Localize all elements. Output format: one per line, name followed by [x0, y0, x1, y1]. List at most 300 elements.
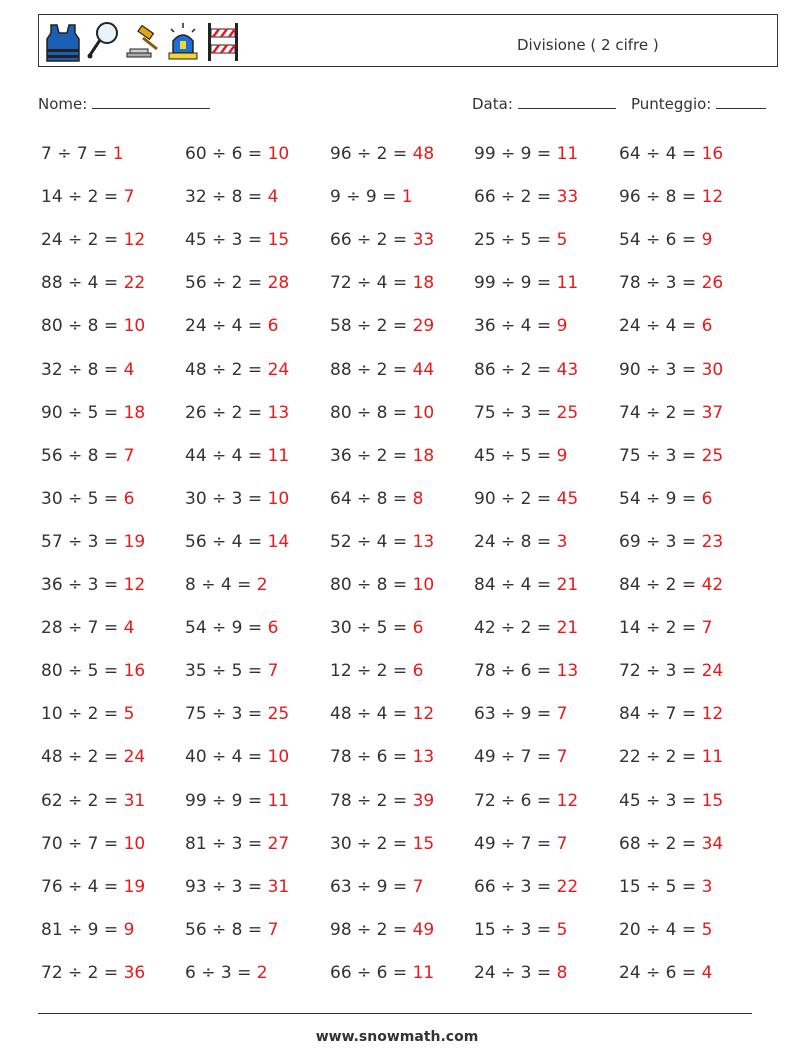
problem-answer: 12 — [412, 704, 435, 725]
problem-question: 30 ÷ 3 = — [185, 488, 268, 509]
problem-answer: 8 — [412, 488, 424, 509]
problem-question: 32 ÷ 8 = — [41, 359, 124, 380]
problem-cell — [474, 316, 567, 336]
problem-answer: 5 — [556, 230, 568, 251]
problem-cell — [330, 791, 434, 811]
problem-answer: 7 — [556, 704, 568, 725]
vest-icon — [45, 19, 81, 63]
problem-cell — [330, 403, 434, 423]
problem-cell — [185, 187, 278, 207]
problem-question: 68 ÷ 2 = — [619, 833, 702, 854]
problem-cell — [619, 920, 712, 940]
problem-cell — [619, 403, 723, 423]
problem-cell — [619, 747, 723, 767]
problem-question: 49 ÷ 7 = — [474, 833, 557, 854]
problem-question: 63 ÷ 9 = — [474, 704, 557, 725]
problem-answer: 10 — [267, 488, 290, 509]
problem-cell — [474, 489, 578, 509]
problem-question: 88 ÷ 2 = — [330, 359, 413, 380]
problem-answer: 18 — [412, 445, 435, 466]
problem-question: 64 ÷ 8 = — [330, 488, 413, 509]
problem-cell — [619, 446, 723, 466]
problem-cell — [330, 747, 434, 767]
problem-cell — [330, 704, 434, 724]
problem-question: 66 ÷ 6 = — [330, 962, 413, 983]
problem-question: 76 ÷ 4 = — [41, 876, 124, 897]
name-label: Nome: — [38, 95, 88, 113]
problem-cell — [41, 791, 145, 811]
problem-answer: 49 — [412, 919, 435, 940]
problem-question: 28 ÷ 7 = — [41, 618, 124, 639]
problem-answer: 10 — [267, 144, 290, 164]
problem-answer: 30 — [701, 359, 724, 380]
problem-cell — [185, 618, 278, 638]
problem-question: 7 ÷ 7 = — [41, 144, 113, 164]
problem-cell — [474, 618, 578, 638]
problem-answer: 15 — [267, 230, 290, 251]
problem-cell — [474, 273, 578, 293]
problem-cell — [330, 273, 434, 293]
problem-cell — [474, 187, 578, 207]
problem-answer: 23 — [701, 531, 724, 552]
problem-question: 48 ÷ 2 = — [185, 359, 268, 380]
problem-cell — [474, 704, 567, 724]
problem-answer: 6 — [267, 618, 279, 639]
problem-answer: 21 — [556, 575, 579, 595]
problem-answer: 4 — [123, 618, 135, 639]
problem-answer: 26 — [701, 273, 724, 294]
problem-cell — [474, 230, 567, 250]
problem-cell — [619, 316, 712, 336]
problem-answer: 36 — [123, 962, 146, 983]
problem-question: 36 ÷ 4 = — [474, 316, 557, 337]
problem-question: 14 ÷ 2 = — [41, 187, 124, 208]
problem-answer: 7 — [701, 618, 713, 639]
date-line — [518, 94, 616, 109]
problem-question: 26 ÷ 2 = — [185, 402, 268, 423]
problem-question: 45 ÷ 3 = — [619, 790, 702, 811]
problem-cell — [41, 446, 134, 466]
problem-cell — [41, 489, 134, 509]
problem-cell — [185, 877, 289, 897]
problem-answer: 13 — [412, 531, 435, 552]
problem-cell — [619, 963, 712, 983]
problem-question: 72 ÷ 4 = — [330, 273, 413, 294]
problem-answer: 12 — [556, 790, 579, 811]
problem-answer: 7 — [267, 919, 279, 940]
problem-question: 54 ÷ 6 = — [619, 230, 702, 251]
problem-answer: 22 — [123, 273, 146, 294]
problem-answer: 13 — [267, 402, 290, 423]
problem-cell — [619, 230, 712, 250]
problem-cell — [185, 661, 278, 681]
problem-question: 32 ÷ 8 = — [185, 187, 268, 208]
problem-cell — [474, 661, 578, 681]
problem-question: 78 ÷ 6 = — [474, 661, 557, 682]
problem-question: 78 ÷ 3 = — [619, 273, 702, 294]
problem-question: 48 ÷ 4 = — [330, 704, 413, 725]
problem-answer: 6 — [412, 618, 424, 639]
problem-answer: 48 — [412, 144, 435, 164]
problem-question: 80 ÷ 8 = — [330, 575, 413, 595]
problem-cell — [185, 963, 268, 983]
problem-answer: 2 — [256, 962, 268, 983]
problem-question: 10 ÷ 2 = — [41, 704, 124, 725]
problem-question: 45 ÷ 3 = — [185, 230, 268, 251]
problem-question: 54 ÷ 9 = — [185, 618, 268, 639]
problem-question: 56 ÷ 4 = — [185, 531, 268, 552]
problem-answer: 11 — [412, 962, 435, 983]
problem-answer: 9 — [123, 919, 135, 940]
problem-answer: 31 — [123, 790, 146, 811]
problem-cell — [41, 877, 145, 897]
problem-cell — [41, 618, 134, 638]
problem-question: 64 ÷ 4 = — [619, 144, 702, 164]
problem-cell — [619, 791, 723, 811]
problem-cell — [474, 144, 578, 164]
problem-cell — [41, 144, 124, 164]
problem-question: 66 ÷ 2 = — [330, 230, 413, 251]
problem-question: 54 ÷ 9 = — [619, 488, 702, 509]
problem-question: 44 ÷ 4 = — [185, 445, 268, 466]
problem-question: 56 ÷ 8 = — [185, 919, 268, 940]
problem-cell — [41, 963, 145, 983]
problem-cell — [330, 187, 413, 207]
problem-cell — [41, 316, 145, 336]
problem-answer: 2 — [256, 575, 268, 595]
problem-question: 48 ÷ 2 = — [41, 747, 124, 768]
problem-answer: 11 — [556, 144, 579, 164]
problem-answer: 13 — [556, 661, 579, 682]
problem-answer: 9 — [556, 445, 568, 466]
problem-cell — [619, 834, 723, 854]
problem-answer: 12 — [123, 230, 146, 251]
problem-question: 6 ÷ 3 = — [185, 962, 257, 983]
date-field — [472, 94, 616, 113]
problem-answer: 4 — [701, 962, 713, 983]
problem-answer: 9 — [556, 316, 568, 337]
problem-question: 57 ÷ 3 = — [41, 531, 124, 552]
name-field — [38, 94, 210, 113]
problem-answer: 5 — [123, 704, 135, 725]
problem-cell — [41, 273, 145, 293]
problem-question: 99 ÷ 9 = — [185, 790, 268, 811]
problem-cell — [185, 920, 278, 940]
problem-answer: 19 — [123, 876, 146, 897]
problem-question: 24 ÷ 4 = — [619, 316, 702, 337]
problem-answer: 12 — [701, 704, 724, 725]
problem-question: 15 ÷ 3 = — [474, 919, 557, 940]
problem-cell — [185, 360, 289, 380]
problem-question: 81 ÷ 3 = — [185, 833, 268, 854]
problem-question: 99 ÷ 9 = — [474, 144, 557, 164]
problem-answer: 33 — [412, 230, 435, 251]
problem-cell — [619, 273, 723, 293]
problem-cell — [185, 489, 289, 509]
problem-cell — [185, 532, 289, 552]
problem-answer: 10 — [412, 575, 435, 595]
problem-answer: 9 — [701, 230, 713, 251]
gavel-icon — [125, 19, 161, 63]
problem-cell — [330, 446, 434, 466]
problem-cell — [330, 360, 434, 380]
problem-answer: 3 — [701, 876, 713, 897]
problem-question: 36 ÷ 3 = — [41, 575, 124, 595]
problem-question: 52 ÷ 4 = — [330, 531, 413, 552]
problem-cell — [41, 575, 145, 595]
footer-divider — [38, 1013, 752, 1014]
problem-question: 80 ÷ 8 = — [41, 316, 124, 337]
problem-question: 25 ÷ 5 = — [474, 230, 557, 251]
worksheet-title: Divisione ( 2 cifre ) — [517, 36, 659, 54]
problem-answer: 25 — [267, 704, 290, 725]
problem-answer: 16 — [123, 661, 146, 682]
barrier-icon — [205, 19, 241, 63]
problem-question: 81 ÷ 9 = — [41, 919, 124, 940]
problem-question: 63 ÷ 9 = — [330, 876, 413, 897]
problem-cell — [185, 791, 289, 811]
problem-cell — [474, 920, 567, 940]
problem-question: 36 ÷ 2 = — [330, 445, 413, 466]
problem-question: 24 ÷ 3 = — [474, 962, 557, 983]
problem-cell — [185, 747, 289, 767]
problem-question: 88 ÷ 4 = — [41, 273, 124, 294]
problem-question: 72 ÷ 2 = — [41, 962, 124, 983]
problem-question: 93 ÷ 3 = — [185, 876, 268, 897]
problem-answer: 29 — [412, 316, 435, 337]
problem-answer: 6 — [412, 661, 424, 682]
problem-cell — [474, 403, 578, 423]
problem-answer: 34 — [701, 833, 724, 854]
problem-question: 90 ÷ 5 = — [41, 402, 124, 423]
problem-cell — [185, 403, 289, 423]
problem-question: 42 ÷ 2 = — [474, 618, 557, 639]
problem-answer: 27 — [267, 833, 290, 854]
problem-cell — [619, 532, 723, 552]
problem-cell — [185, 575, 268, 595]
problem-answer: 10 — [267, 747, 290, 768]
problem-answer: 6 — [123, 488, 135, 509]
problem-answer: 25 — [556, 402, 579, 423]
problem-cell — [41, 403, 145, 423]
problem-answer: 7 — [556, 747, 568, 768]
problem-cell — [619, 618, 712, 638]
problem-answer: 18 — [123, 402, 146, 423]
problem-answer: 11 — [556, 273, 579, 294]
problem-question: 96 ÷ 2 = — [330, 144, 413, 164]
problem-question: 24 ÷ 6 = — [619, 962, 702, 983]
problem-question: 84 ÷ 2 = — [619, 575, 702, 595]
problem-answer: 6 — [701, 316, 713, 337]
problem-answer: 6 — [701, 488, 713, 509]
problem-answer: 1 — [112, 144, 124, 164]
problem-cell — [185, 446, 289, 466]
problem-cell — [330, 877, 423, 897]
problem-answer: 7 — [267, 661, 279, 682]
problem-answer: 43 — [556, 359, 579, 380]
problem-cell — [330, 834, 434, 854]
problem-cell — [330, 575, 434, 595]
problem-question: 15 ÷ 5 = — [619, 876, 702, 897]
problem-question: 24 ÷ 2 = — [41, 230, 124, 251]
problem-question: 12 ÷ 2 = — [330, 661, 413, 682]
problem-answer: 1 — [401, 187, 413, 208]
problem-answer: 15 — [701, 790, 724, 811]
problem-question: 24 ÷ 4 = — [185, 316, 268, 337]
problem-cell — [330, 144, 434, 164]
problem-answer: 5 — [701, 919, 713, 940]
problem-cell — [330, 920, 434, 940]
problem-cell — [41, 360, 134, 380]
problem-question: 72 ÷ 6 = — [474, 790, 557, 811]
problem-answer: 11 — [701, 747, 724, 768]
problem-cell — [474, 963, 567, 983]
problem-cell — [330, 963, 434, 983]
score-label: Punteggio: — [631, 95, 712, 113]
problem-cell — [474, 575, 578, 595]
problem-cell — [185, 273, 289, 293]
problem-cell — [619, 704, 723, 724]
problem-answer: 7 — [123, 445, 135, 466]
problem-cell — [185, 704, 289, 724]
problem-answer: 10 — [123, 316, 146, 337]
problem-answer: 42 — [701, 575, 724, 595]
problem-question: 80 ÷ 5 = — [41, 661, 124, 682]
problem-question: 14 ÷ 2 = — [619, 618, 702, 639]
problem-cell — [41, 704, 134, 724]
problem-cell — [330, 316, 434, 336]
problem-cell — [330, 661, 423, 681]
problem-answer: 7 — [412, 876, 424, 897]
magnifier-icon — [85, 19, 121, 63]
problem-answer: 24 — [701, 661, 724, 682]
problem-answer: 11 — [267, 790, 290, 811]
problem-answer: 14 — [267, 531, 290, 552]
problem-question: 84 ÷ 7 = — [619, 704, 702, 725]
problem-answer: 13 — [412, 747, 435, 768]
problem-answer: 31 — [267, 876, 290, 897]
problem-question: 70 ÷ 7 = — [41, 833, 124, 854]
problem-answer: 22 — [556, 876, 579, 897]
problem-cell — [474, 446, 567, 466]
problem-cell — [330, 489, 423, 509]
problem-question: 75 ÷ 3 = — [185, 704, 268, 725]
problem-cell — [41, 747, 145, 767]
problem-cell — [330, 618, 423, 638]
problem-question: 69 ÷ 3 = — [619, 531, 702, 552]
problem-answer: 18 — [412, 273, 435, 294]
problem-question: 49 ÷ 7 = — [474, 747, 557, 768]
problem-answer: 3 — [556, 531, 568, 552]
problem-cell — [41, 187, 134, 207]
problem-question: 56 ÷ 8 = — [41, 445, 124, 466]
problem-question: 98 ÷ 2 = — [330, 919, 413, 940]
problem-answer: 12 — [701, 187, 724, 208]
footer-site: www.snowmath.com — [315, 1029, 479, 1045]
problem-answer: 16 — [701, 144, 724, 164]
problem-answer: 11 — [267, 445, 290, 466]
problem-question: 72 ÷ 3 = — [619, 661, 702, 682]
problem-cell — [619, 575, 723, 595]
problem-answer: 45 — [556, 488, 579, 509]
problem-question: 56 ÷ 2 = — [185, 273, 268, 294]
problem-answer: 39 — [412, 790, 435, 811]
problem-question: 45 ÷ 5 = — [474, 445, 557, 466]
problem-question: 84 ÷ 4 = — [474, 575, 557, 595]
problem-question: 62 ÷ 2 = — [41, 790, 124, 811]
score-field — [631, 94, 766, 113]
problem-answer: 12 — [123, 575, 146, 595]
problem-answer: 25 — [701, 445, 724, 466]
problem-answer: 28 — [267, 273, 290, 294]
problem-cell — [185, 834, 289, 854]
problem-question: 22 ÷ 2 = — [619, 747, 702, 768]
problem-question: 80 ÷ 8 = — [330, 402, 413, 423]
problem-cell — [41, 834, 145, 854]
header-box — [38, 14, 778, 67]
problem-question: 8 ÷ 4 = — [185, 575, 257, 595]
problem-question: 78 ÷ 2 = — [330, 790, 413, 811]
problem-cell — [619, 144, 723, 164]
problem-answer: 15 — [412, 833, 435, 854]
problem-question: 20 ÷ 4 = — [619, 919, 702, 940]
header-icons — [45, 19, 241, 63]
problem-answer: 5 — [556, 919, 568, 940]
problem-answer: 7 — [123, 187, 135, 208]
date-label: Data: — [472, 95, 513, 113]
problem-answer: 10 — [412, 402, 435, 423]
score-line — [716, 94, 766, 109]
problem-answer: 21 — [556, 618, 579, 639]
problem-question: 66 ÷ 2 = — [474, 187, 557, 208]
problem-cell — [619, 661, 723, 681]
problem-answer: 37 — [701, 402, 724, 423]
problem-answer: 10 — [123, 833, 146, 854]
problem-question: 75 ÷ 3 = — [619, 445, 702, 466]
problem-answer: 24 — [123, 747, 146, 768]
problem-question: 96 ÷ 8 = — [619, 187, 702, 208]
problem-cell — [474, 877, 578, 897]
problem-cell — [474, 747, 567, 767]
problem-question: 99 ÷ 9 = — [474, 273, 557, 294]
problem-question: 40 ÷ 4 = — [185, 747, 268, 768]
problem-question: 90 ÷ 2 = — [474, 488, 557, 509]
problem-question: 75 ÷ 3 = — [474, 402, 557, 423]
problem-question: 58 ÷ 2 = — [330, 316, 413, 337]
siren-icon — [165, 19, 201, 63]
problem-cell — [474, 834, 567, 854]
problem-question: 90 ÷ 3 = — [619, 359, 702, 380]
problem-answer: 4 — [123, 359, 135, 380]
problem-answer: 33 — [556, 187, 579, 208]
problem-answer: 8 — [556, 962, 568, 983]
problem-question: 9 ÷ 9 = — [330, 187, 402, 208]
name-line — [92, 94, 210, 109]
problem-cell — [474, 532, 567, 552]
problem-answer: 24 — [267, 359, 290, 380]
problem-cell — [41, 230, 145, 250]
problem-answer: 4 — [267, 187, 279, 208]
problem-cell — [474, 791, 578, 811]
problem-cell — [619, 360, 723, 380]
problem-question: 30 ÷ 2 = — [330, 833, 413, 854]
problem-question: 66 ÷ 3 = — [474, 876, 557, 897]
problem-cell — [474, 360, 578, 380]
problem-cell — [619, 489, 712, 509]
problem-question: 30 ÷ 5 = — [41, 488, 124, 509]
problem-question: 78 ÷ 6 = — [330, 747, 413, 768]
problem-question: 74 ÷ 2 = — [619, 402, 702, 423]
